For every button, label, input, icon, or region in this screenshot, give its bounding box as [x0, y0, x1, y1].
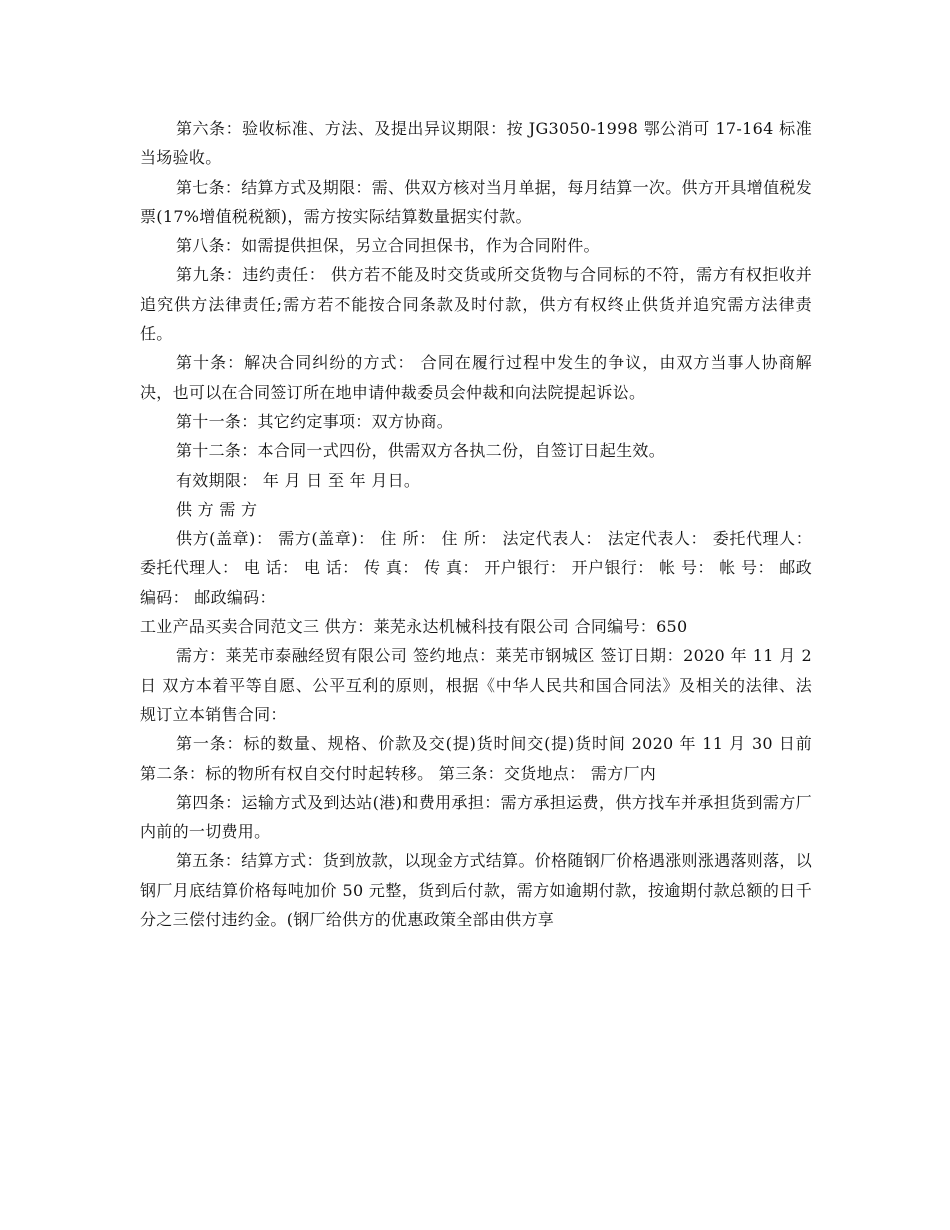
articles-1-3-paragraph: 第一条：标的数量、规格、价款及交(提)货时间交(提)货时间 2020 年 11 月 30 日前 第二条：标的物所有权自交付时起转移。 第三条：交货地点： 需方厂内: [140, 734, 812, 783]
buyer-intro-paragraph: 需方：莱芜市泰融经贸有限公司 签约地点：莱芜市钢城区 签订日期：2020 年 11 月 2 日 双方本着平等自愿、公平互利的原则，根据《中华人民共和国合同法》及相关的法律、法规订立本销售合同：: [140, 646, 812, 724]
article-12-paragraph: 第十二条：本合同一式四份，供需双方各执二份，自签订日起生效。: [176, 441, 666, 461]
parties-heading: 供 方 需 方: [176, 499, 258, 519]
article-6-paragraph: 第六条：验收标准、方法、及提出异议期限：按 JG3050-1998 鄂公消可 17-164 标准当场验收。: [140, 119, 812, 168]
validity-period-line: 有效期限： 年 月 日 至 年 月日。: [176, 470, 421, 490]
signature-fields-paragraph: 供方(盖章)： 需方(盖章)： 住 所： 住 所： 法定代表人： 法定代表人： 委托代理人： 委托代理人： 电 话： 电 话： 传 真： 传 真： 开户银行： 开户银行： 帐 号： 帐 号： 邮政编码： 邮政编码：: [140, 529, 812, 607]
article-7-paragraph: 第七条：结算方式及期限：需、供双方核对当月单据，每月结算一次。供方开具增值税发票(17%增值税税额)，需方按实际结算数量据实付款。: [140, 177, 812, 226]
article-5-paragraph: 第五条：结算方式：货到放款，以现金方式结算。价格随钢厂价格遇涨则涨遇落则落，以钢厂月底结算价格每吨加价 50 元整，货到后付款，需方如逾期付款，按逾期付款总额的日千分之三偿付违约金。(钢厂给供方的优惠政策全部由供方享: [140, 851, 812, 930]
contract-title-line: 工业产品买卖合同范文三 供方：莱芜永达机械科技有限公司 合同编号：650: [140, 617, 688, 637]
article-11-paragraph: 第十一条：其它约定事项：双方协商。: [176, 411, 454, 431]
article-4-paragraph: 第四条：运输方式及到达站(港)和费用承担：需方承担运费，供方找车并承担货到需方厂内前的一切费用。: [140, 792, 812, 842]
contract-page: [140, 114, 812, 934]
article-8-paragraph: 第八条：如需提供担保，另立合同担保书，作为合同附件。: [176, 236, 600, 256]
article-9-paragraph: 第九条：违约责任： 供方若不能及时交货或所交货物与合同标的不符，需方有权拒收并追究供方法律责任;需方若不能按合同条款及时付款，供方有权终止供货并追究需方法律责任。: [140, 265, 812, 344]
article-10-paragraph: 第十条：解决合同纠纷的方式： 合同在履行过程中发生的争议，由双方当事人协商解决，也可以在合同签订所在地申请仲裁委员会仲裁和向法院提起诉讼。: [140, 353, 812, 402]
